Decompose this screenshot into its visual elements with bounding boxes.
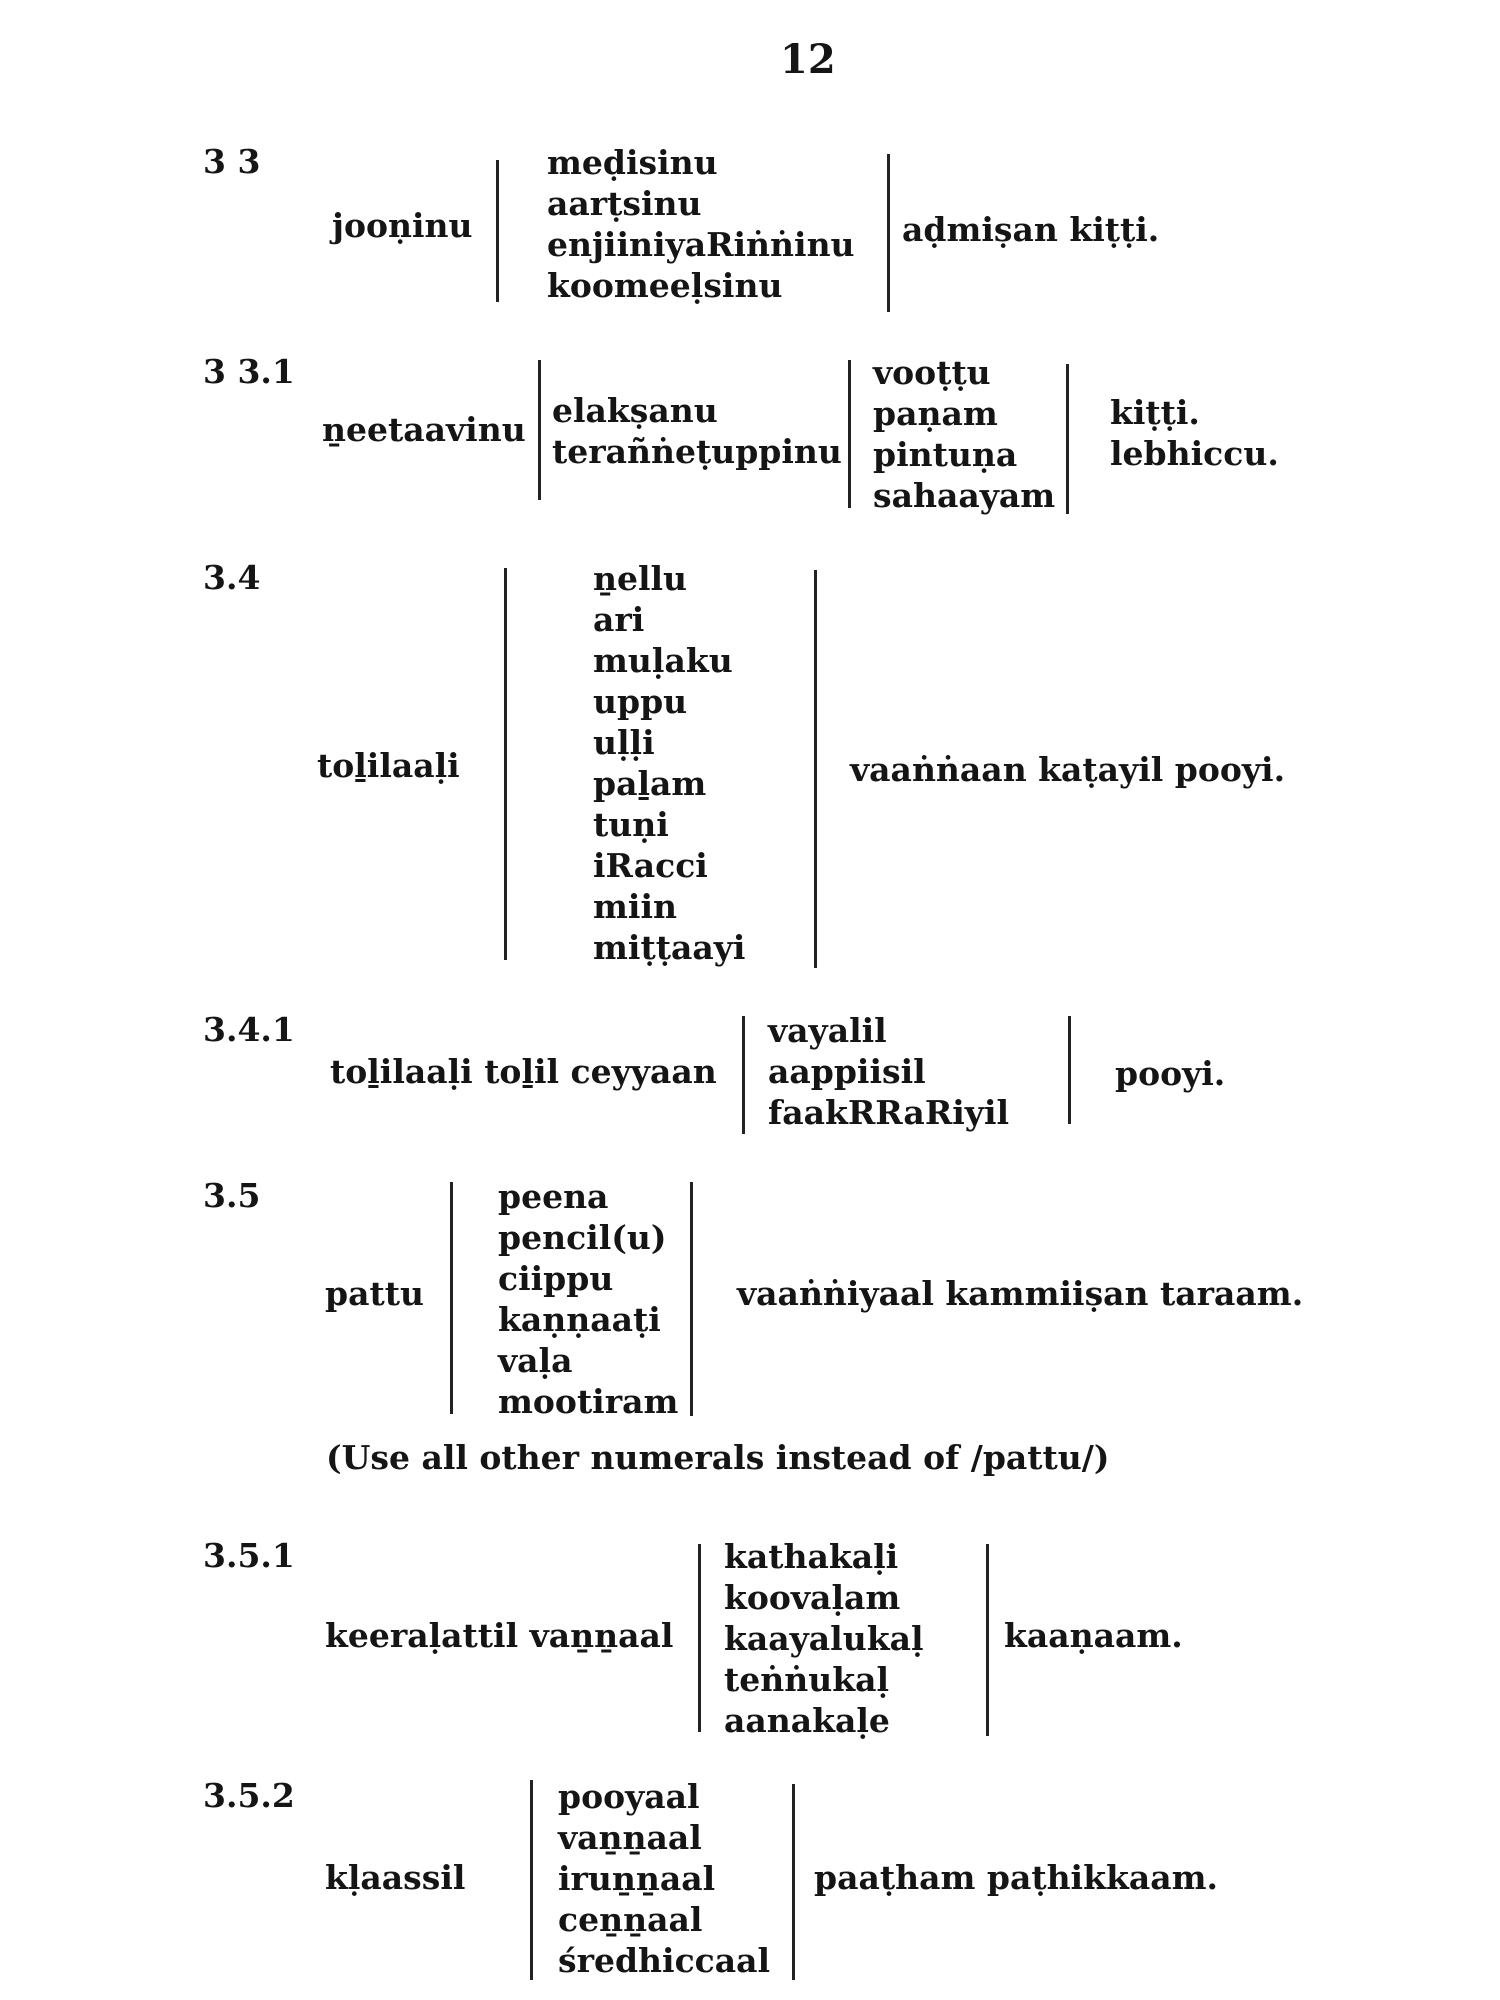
options-column	[552, 390, 842, 472]
option-item: terañṅeṭuppinu	[552, 432, 842, 471]
option-item: uppu	[593, 682, 688, 721]
option-item: vayalil	[768, 1011, 887, 1050]
section-number: 3.5.2	[203, 1776, 295, 1815]
option-item: ṉellu	[593, 559, 688, 598]
options-column	[593, 558, 745, 968]
bracket-line	[530, 1780, 533, 1980]
option-item: koovaḷam	[724, 1578, 901, 1617]
option-item: peena	[498, 1177, 609, 1216]
option-item: vaṉṉaal	[558, 1818, 702, 1857]
option-item: mootiram	[498, 1382, 679, 1421]
verb-item: kiṭṭi.	[1110, 393, 1200, 432]
predicate: vaaṅṅaan kaṭayil pooyi.	[850, 750, 1286, 789]
options-column	[547, 142, 855, 306]
section-number: 3.4	[203, 558, 261, 597]
verb-item: lebhiccu.	[1110, 434, 1279, 473]
objects-column	[873, 352, 1055, 516]
bracket-line	[690, 1182, 693, 1416]
option-item: elakṣanu	[552, 391, 718, 430]
predicate: vaaṅṅiyaal kammiiṣan taraam.	[737, 1274, 1304, 1313]
option-item: enjiiniyaRiṅṅinu	[547, 225, 855, 264]
predicate: pooyi.	[1115, 1054, 1226, 1093]
bracket-line	[792, 1784, 795, 1980]
section-number: 3 3	[203, 142, 261, 181]
option-item: iruṉṉaal	[558, 1859, 716, 1898]
subject: pattu	[325, 1274, 424, 1313]
option-item: kaṇṇaaṭi	[498, 1300, 661, 1339]
option-item: miin	[593, 887, 677, 926]
subject: kḷaassil	[325, 1858, 466, 1897]
option-item: tuṇi	[593, 805, 669, 844]
options-column	[724, 1536, 924, 1741]
bracket-line	[504, 568, 507, 960]
option-item: meḍisinu	[547, 143, 718, 182]
option-item: vaḷa	[498, 1341, 573, 1380]
options-column	[768, 1010, 1009, 1133]
bracket-line	[887, 154, 890, 312]
predicate: paaṭham paṭhikkaam.	[814, 1858, 1218, 1897]
predicate: kaaṇaam.	[1004, 1616, 1183, 1655]
bracket-line	[1066, 364, 1069, 514]
bracket-line	[742, 1016, 745, 1134]
object-item: sahaayam	[873, 476, 1056, 515]
option-item: aarṭsinu	[547, 184, 702, 223]
section-number: 3.5	[203, 1176, 261, 1215]
predicate: aḍmiṣan kiṭṭi.	[902, 210, 1160, 249]
option-item: ceṉṉaal	[558, 1900, 703, 1939]
section-number: 3.5.1	[203, 1536, 295, 1575]
note: (Use all other numerals instead of /pattu/)	[326, 1438, 1110, 1477]
options-column	[498, 1176, 678, 1422]
option-item: koomeeḷsinu	[547, 266, 783, 305]
option-item: faakRRaRiyil	[768, 1093, 1010, 1132]
option-item: średhiccaal	[558, 1941, 771, 1980]
bracket-line	[814, 570, 817, 968]
bracket-line	[986, 1544, 989, 1736]
subject: jooṇinu	[332, 206, 473, 245]
subject: ṉeetaavinu	[322, 410, 526, 449]
page-number: 12	[780, 36, 836, 83]
option-item: teṅṅukaḷ	[724, 1660, 889, 1699]
subject: keeraḷattil vaṉṉaal	[325, 1616, 674, 1655]
option-item: kathakaḷi	[724, 1537, 899, 1576]
option-item: miṭṭaayi	[593, 928, 746, 967]
section-number: 3.4.1	[203, 1010, 295, 1049]
bracket-line	[496, 160, 499, 302]
object-item: paṇam	[873, 394, 998, 433]
option-item: muḷaku	[593, 641, 733, 680]
option-item: pooyaal	[558, 1777, 700, 1816]
bracket-line	[848, 360, 851, 508]
options-column	[558, 1776, 770, 1981]
option-item: aanakaḷe	[724, 1701, 890, 1740]
bracket-line	[1068, 1016, 1071, 1124]
object-item: vooṭṭu	[873, 353, 991, 392]
bracket-line	[450, 1182, 453, 1414]
bracket-line	[698, 1544, 701, 1732]
option-item: ciippu	[498, 1259, 614, 1298]
object-item: pintuṇa	[873, 435, 1018, 474]
subject: toḻilaaḷi	[317, 746, 460, 785]
bracket-line	[538, 360, 541, 500]
subject: toḻilaaḷi toḻil ceyyaan	[330, 1052, 717, 1091]
section-number: 3 3.1	[203, 352, 295, 391]
option-item: iRacci	[593, 846, 708, 885]
option-item: ari	[593, 600, 645, 639]
option-item: paḻam	[593, 764, 707, 803]
option-item: uḷḷi	[593, 723, 655, 762]
option-item: aappiisil	[768, 1052, 926, 1091]
option-item: kaayalukaḷ	[724, 1619, 924, 1658]
verbs-column	[1110, 392, 1279, 474]
option-item: pencil(u)	[498, 1218, 667, 1257]
